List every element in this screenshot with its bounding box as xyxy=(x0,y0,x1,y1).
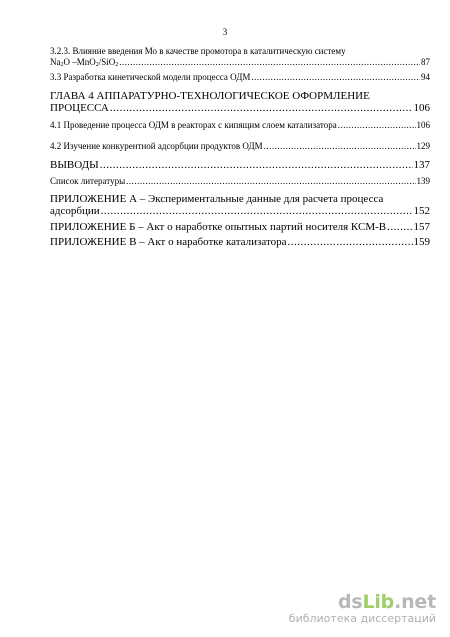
toc-leader-dots xyxy=(119,57,420,68)
toc-page-number: 94 xyxy=(421,72,430,82)
toc-entry-text: 4.1 Проведение процесса ОДМ в реакторах с кипящим слоем катализатора xyxy=(50,120,337,130)
toc-entry-text: ПРИЛОЖЕНИЕ Б – Акт о наработке опытных партий носителя КСМ-В xyxy=(50,221,387,233)
toc-entry-text: 3.3 Разработка кинетической модели процесса ОДМ xyxy=(50,72,251,82)
toc-entry-references[interactable] xyxy=(50,176,430,187)
toc-leader-dots xyxy=(387,221,412,233)
toc-page-number: 106 xyxy=(413,102,430,114)
dslib-logo: dsLib.net xyxy=(337,591,436,613)
toc-entry-text: ПРИЛОЖЕНИЕ А – Экспериментальные данные для расчета процесса xyxy=(50,193,384,205)
toc-entry-formula: $Na_2O$ –MnO$_2$/SiO$_2$ xyxy=(50,57,119,68)
toc-page-number: 137 xyxy=(413,159,430,171)
toc-entry-text: ПРИЛОЖЕНИЕ В – Акт о наработке катализатора xyxy=(50,236,287,248)
toc-entry-text: ГЛАВА 4 АППАРАТУРНО-ТЕХНОЛОГИЧЕСКОЕ ОФОРМЛЕНИЕ xyxy=(50,90,370,102)
toc-entry-chapter-4[interactable] xyxy=(50,90,430,114)
toc-page-number: 152 xyxy=(413,205,430,217)
toc-entry-4-2[interactable] xyxy=(50,141,430,152)
toc-entry-3-3[interactable] xyxy=(50,72,430,83)
dslib-watermark xyxy=(289,592,436,625)
toc-leader-dots xyxy=(100,159,413,171)
toc-entry-3-2-3[interactable] xyxy=(50,46,430,68)
toc-entry-text: 3.2.3. Влияние введения Мо в качестве промотора в каталитическую систему xyxy=(50,46,346,56)
toc-entry-text: ВЫВОДЫ xyxy=(50,159,99,171)
toc-leader-dots xyxy=(338,120,416,131)
toc-entry-appendix-a[interactable] xyxy=(50,193,430,217)
toc-page-number: 159 xyxy=(413,236,430,248)
watermark-subtitle: библиотека диссертаций xyxy=(288,612,436,625)
toc-leader-dots xyxy=(288,236,413,248)
toc-entry-appendix-b[interactable] xyxy=(50,221,430,233)
toc-page-number: 87 xyxy=(421,57,430,67)
toc-entry-conclusions[interactable] xyxy=(50,159,430,171)
toc-entry-text-cont: ПРОЦЕССА xyxy=(50,102,109,114)
toc-leader-dots xyxy=(251,72,420,83)
toc-entry-text-cont: адсорбции xyxy=(50,205,100,217)
page-number: 3 xyxy=(222,27,228,37)
toc-page-number: 139 xyxy=(416,176,430,186)
toc-entry-text: Список литературы xyxy=(50,176,126,186)
toc-leader-dots xyxy=(110,102,413,114)
toc-leader-dots xyxy=(264,141,416,152)
table-of-contents xyxy=(50,46,430,248)
toc-page-number: 157 xyxy=(413,221,430,233)
toc-leader-dots xyxy=(101,205,413,217)
toc-leader-dots xyxy=(126,176,415,187)
toc-entry-text: 4.2 Изучение конкурентной адсорбции продуктов ОДМ xyxy=(50,141,263,151)
toc-entry-appendix-c[interactable] xyxy=(50,236,430,248)
toc-page-number: 129 xyxy=(416,141,430,151)
toc-page-number: 106 xyxy=(416,120,430,130)
toc-entry-4-1[interactable] xyxy=(50,120,430,131)
